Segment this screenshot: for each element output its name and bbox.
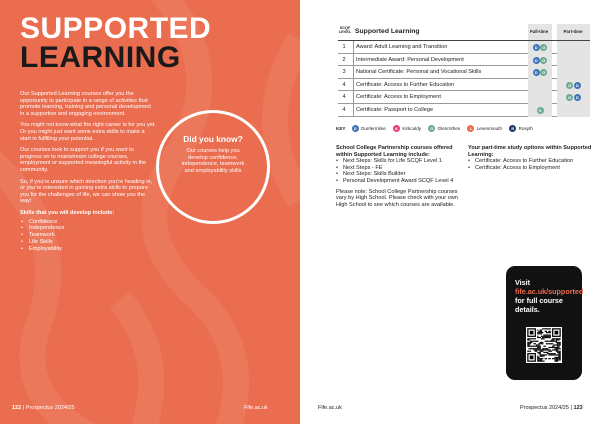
fulltime-campuses: [528, 79, 552, 92]
right-page: [300, 0, 600, 424]
campus-badge: G: [538, 107, 542, 113]
campus-badge: D: [533, 69, 540, 76]
page-number: 122: [12, 405, 22, 411]
list-item: • Next Steps - FE: [336, 165, 466, 172]
left-footer-page: [12, 405, 75, 411]
qr-code-icon[interactable]: [526, 327, 562, 363]
promo-rest: for full course details.: [515, 296, 563, 314]
campus-key: [336, 125, 537, 132]
campus-badge: D: [352, 125, 359, 132]
parttime-campuses: [557, 79, 590, 92]
skills-heading: Skills that you will develop include:: [20, 209, 115, 216]
intro-paragraph: So, if you're unsure which direction you're heading in, or you're interested in gaining extra skills to prepare you for the challenges of life, we can show you the way!: [20, 178, 153, 205]
key-item: [393, 125, 421, 132]
intro-paragraph: You might not know what the right career is for you yet. Or you might just want some extra skills to make a start in fulfilling your potential.: [20, 122, 156, 142]
parttime-column-header: Part-time: [563, 29, 583, 34]
campus-badge: L: [467, 125, 474, 132]
table-row: [338, 79, 590, 92]
key-item: [428, 125, 460, 132]
course-name: Certificate: Access to Further Education: [353, 79, 454, 92]
skill-item: • Teamwork: [20, 232, 156, 239]
campus-badge: G: [430, 126, 434, 131]
key-item: [509, 125, 533, 132]
scqf-level: 3: [342, 69, 346, 76]
scqf-level: 4: [342, 81, 346, 88]
campus-name: Kirkcaldy: [402, 126, 422, 131]
campus-badge: D: [533, 44, 540, 51]
list-item: • Next Steps: Skills Builder: [336, 171, 466, 178]
table-row: [338, 66, 590, 79]
campus-badge: R: [509, 125, 516, 132]
campus-name: Glenrothes: [437, 126, 461, 131]
campus-badge: G: [542, 45, 546, 50]
page-number: 123: [573, 405, 583, 411]
campus-name: Levenmouth: [476, 126, 503, 131]
intro-paragraph: Our Supported Learning courses offer you the opportunity to participate in a range of activities that promote learning, training and personal development in a supportive and engaging environment.: [20, 91, 151, 117]
list-item: • Certificate: Access to Further Education: [468, 158, 593, 165]
level-column-header: SCQF LEVEL: [338, 26, 352, 35]
parttime-campuses: [557, 91, 590, 104]
prospectus-title: Prospectus 2024/25: [520, 405, 569, 411]
skills-list: [20, 219, 156, 253]
campus-badge: G: [542, 70, 546, 76]
table-body: [338, 41, 590, 117]
campus-badge: D: [533, 57, 540, 64]
website-promo-box[interactable]: [506, 266, 582, 380]
prospectus-title: Prospectus 2024/25: [25, 405, 75, 411]
course-name: Certificate: Access to Employment: [353, 91, 441, 104]
fulltime-campuses: [528, 66, 552, 79]
key-label: KEY: [336, 126, 346, 131]
scqf-level: 1: [342, 44, 346, 50]
fulltime-column-header: Full-time: [529, 29, 549, 34]
key-item: [467, 125, 502, 132]
course-name: Certificate: Passport to College: [353, 104, 433, 117]
campus-badge: G: [568, 95, 572, 101]
table-header: [338, 24, 590, 41]
parttime-campuses: [557, 54, 590, 67]
title-line-1: SUPPORTED: [20, 12, 212, 45]
list-item: • Next Steps: Skills for Life SCQF Level 1: [336, 158, 466, 165]
course-name: Award: Adult Learning and Transition: [353, 41, 447, 54]
course-column-header: Supported Learning: [355, 28, 420, 35]
partnership-list: [336, 158, 466, 184]
page-title: [20, 14, 211, 72]
table-row: [338, 54, 590, 67]
skill-item: • Life Skills: [20, 239, 156, 246]
table-row: [338, 104, 590, 117]
partnership-heading: School College Partnership courses offered within Supported Learning include:: [336, 145, 453, 158]
promo-url-link[interactable]: fife.ac.uk/supported: [515, 287, 584, 296]
scqf-level: 2: [342, 56, 346, 63]
fulltime-campuses: [528, 91, 552, 104]
skill-item: • Independence: [20, 225, 156, 232]
right-footer-page: [520, 405, 583, 411]
intro-text: [20, 91, 156, 252]
school-partnership-section: [336, 145, 466, 208]
parttime-campuses: [557, 104, 590, 117]
parttime-list: [468, 158, 593, 171]
list-item: • Personal Development Award SCQF Level 4: [336, 178, 466, 185]
intro-paragraph: Our courses look to support you if you want to progress on to mainstream college courses, employment or supported meaningful activity in the community.: [20, 147, 147, 173]
skill-item: • Confidence: [20, 219, 156, 226]
course-name: National Certificate: Personal and Vocational Skills: [353, 66, 481, 79]
table-row: [338, 91, 590, 104]
course-table: [338, 24, 590, 117]
title-line-2: LEARNING: [20, 41, 181, 74]
parttime-section: [468, 145, 593, 171]
footer-site-link[interactable]: Fife.ac.uk: [244, 405, 268, 411]
scqf-level: 4: [342, 94, 346, 101]
parttime-campuses: [557, 66, 590, 79]
list-item: • Certificate: Access to Employment: [468, 165, 593, 172]
callout-heading: Did you know?: [183, 134, 243, 144]
parttime-heading: Your part-time study options within Supported Learning:: [468, 145, 592, 158]
partnership-note: Please note: School College Partnership courses vary by High School. Please check with your own High School to see which courses are available.: [336, 188, 458, 208]
callout-text: Our courses help you develop confidence, independence, teamwork and employability skills: [181, 148, 245, 174]
fulltime-campuses: [528, 41, 552, 54]
fulltime-campuses: [528, 54, 552, 67]
footer-separator: |: [570, 405, 574, 411]
promo-text: [515, 278, 584, 314]
scqf-level: 4: [342, 106, 346, 113]
did-you-know-callout: [156, 110, 270, 224]
course-name: Intermediate Award: Personal Development: [353, 54, 464, 67]
footer-separator: |: [22, 405, 26, 411]
parttime-campuses: [557, 41, 590, 54]
campus-badge: K: [393, 125, 400, 132]
campus-name: Dunfermline: [361, 126, 386, 131]
table-row: [338, 41, 590, 54]
promo-visit: Visit: [515, 278, 531, 287]
fulltime-campuses: [528, 104, 552, 117]
campus-name: Rosyth: [518, 126, 533, 131]
campus-badge: G: [542, 57, 546, 63]
campus-badge: D: [574, 94, 581, 101]
key-item: [351, 125, 385, 132]
campus-badge: G: [568, 82, 572, 88]
footer-site-link[interactable]: Fife.ac.uk: [318, 405, 342, 411]
skill-item: • Employability: [20, 246, 156, 253]
campus-badge: D: [574, 82, 581, 89]
